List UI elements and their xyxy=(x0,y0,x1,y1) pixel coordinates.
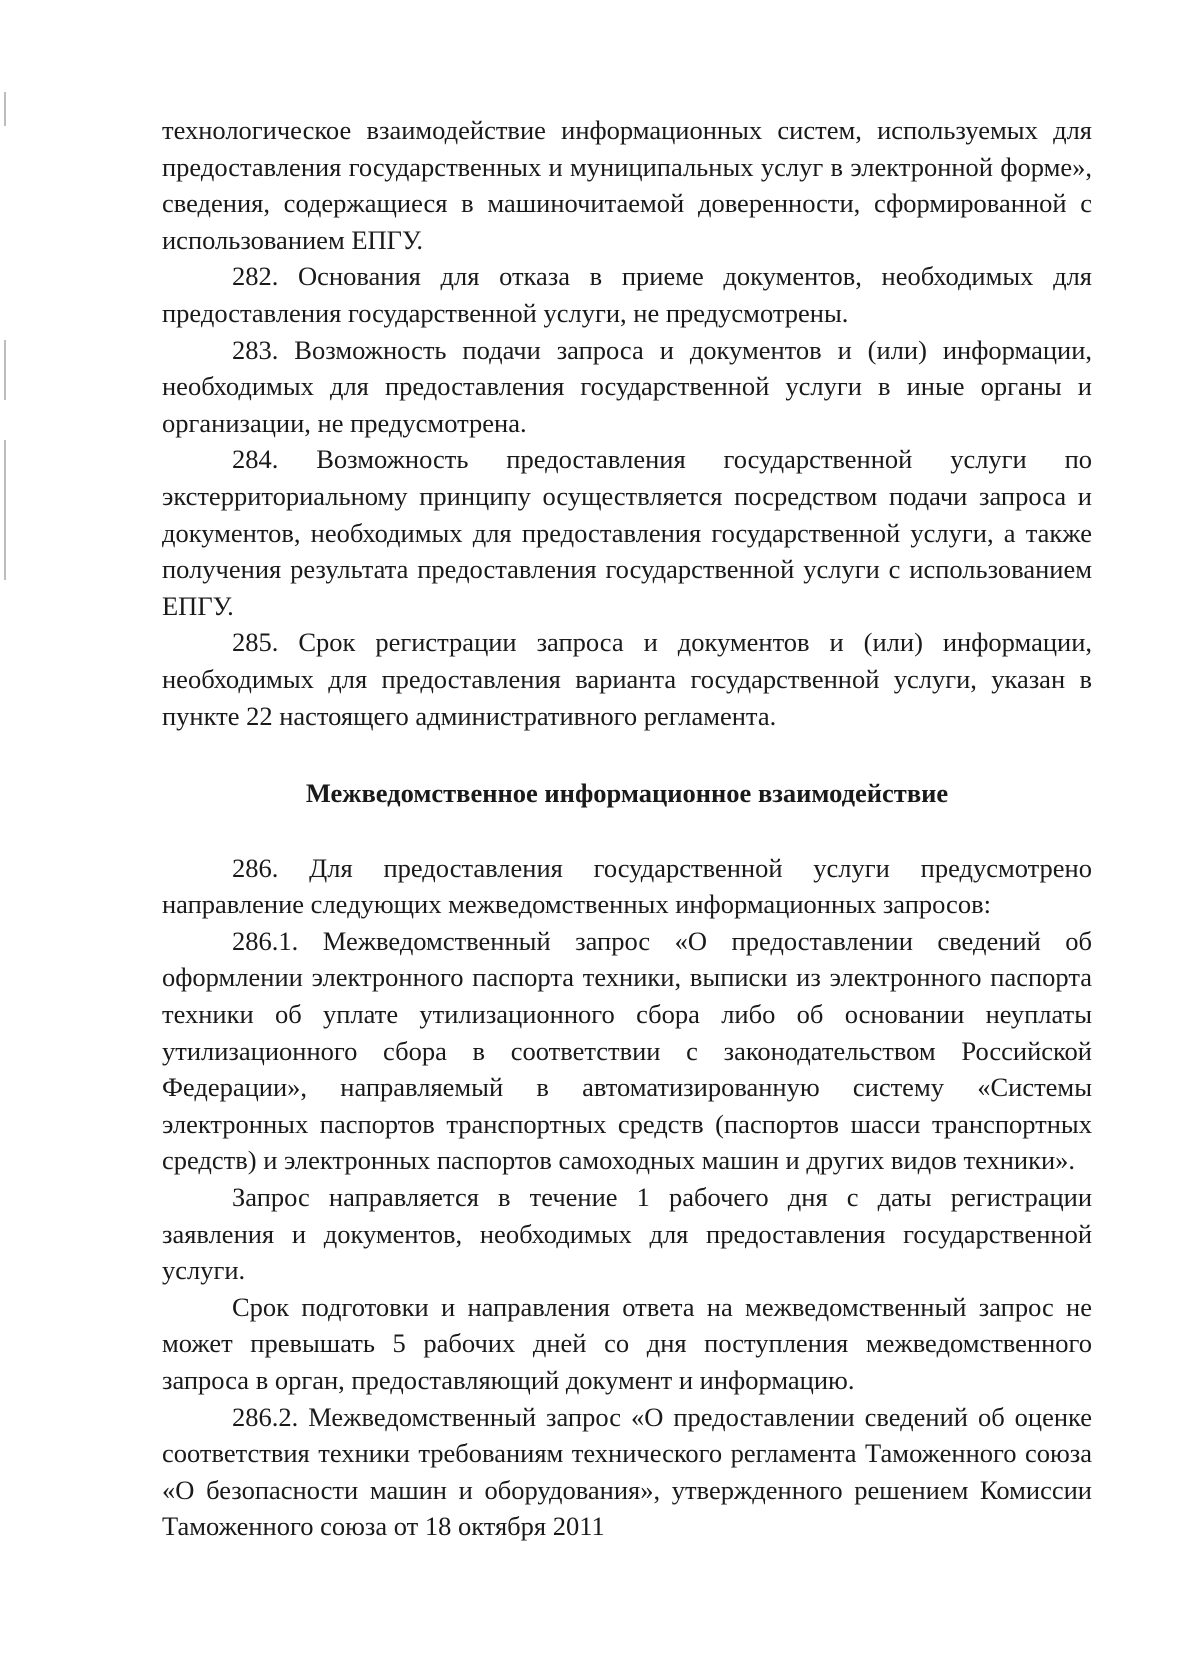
section-heading: Межведомственное информационное взаимодействие xyxy=(305,778,949,809)
scan-edge-mark xyxy=(4,92,6,126)
paragraph-283: 283. Возможность подачи запроса и документов и (или) информации, необходимых для предоставления государственной услуги в иные органы и организации, не предусмотрена. xyxy=(162,334,1092,438)
paragraph-284: 284. Возможность предоставления государственной услуги по экстерриториальному принципу осуществляется посредством подачи запроса и документов, необходимых для предоставления государственной услуги, а также получения результата предоставления государственной услуги с использованием ЕПГУ. xyxy=(162,444,1092,621)
paragraph-282: 282. Основания для отказа в приеме документов, необходимых для предоставления государственной услуги, не предусмотрены. xyxy=(162,261,1092,328)
paragraph-286: 286. Для предоставления государственной услуги предусмотрено направление следующих межведомственных информационных запросов: xyxy=(162,852,1092,920)
paragraph-continuation: технологическое взаимодействие информационных систем, используемых для предоставления государственных и муниципальных услуг в электронной форме», сведения, содержащиеся в машиночитаемой доверенности, сформированной с использованием ЕПГУ. xyxy=(162,115,1092,255)
document-body xyxy=(162,112,1092,1545)
paragraph-response-deadline: Срок подготовки и направления ответа на межведомственный запрос не может превышать 5 рабочих дней со дня поступления межведомственного запроса в орган, предоставляющий документ и информацию. xyxy=(162,1291,1092,1395)
scan-edge-mark xyxy=(4,340,6,400)
scan-edge-mark xyxy=(4,440,6,580)
paragraph-285: 285. Срок регистрации запроса и документов и (или) информации, необходимых для предоставления варианта государственной услуги, указан в пункте 22 настоящего административного регламента. xyxy=(162,627,1092,731)
paragraph-286-1: 286.1. Межведомственный запрос «О предоставлении сведений об оформлении электронного паспорта техники, выписки из электронного паспорта техники об уплате утилизационного сбора либо об основании неуплаты утилизационного сбора в соответствии с законодательством Российской Федерации», направляемый в автоматизированную систему «Системы электронных паспортов транспортных средств (паспортов шасси транспортных средств) и электронных паспортов самоходных машин и других видов техники». xyxy=(162,925,1092,1176)
paragraph-request-timing: Запрос направляется в течение 1 рабочего дня с даты регистрации заявления и документов, необходимых для предоставления государственной услуги. xyxy=(162,1182,1092,1286)
paragraph-286-2: 286.2. Межведомственный запрос «О предоставлении сведений об оценке соответствия техники требованиям технического регламента Таможенного союза «О безопасности машин и оборудования», утвержденного решением Комиссии Таможенного союза от 18 октября 2011 xyxy=(162,1401,1092,1542)
